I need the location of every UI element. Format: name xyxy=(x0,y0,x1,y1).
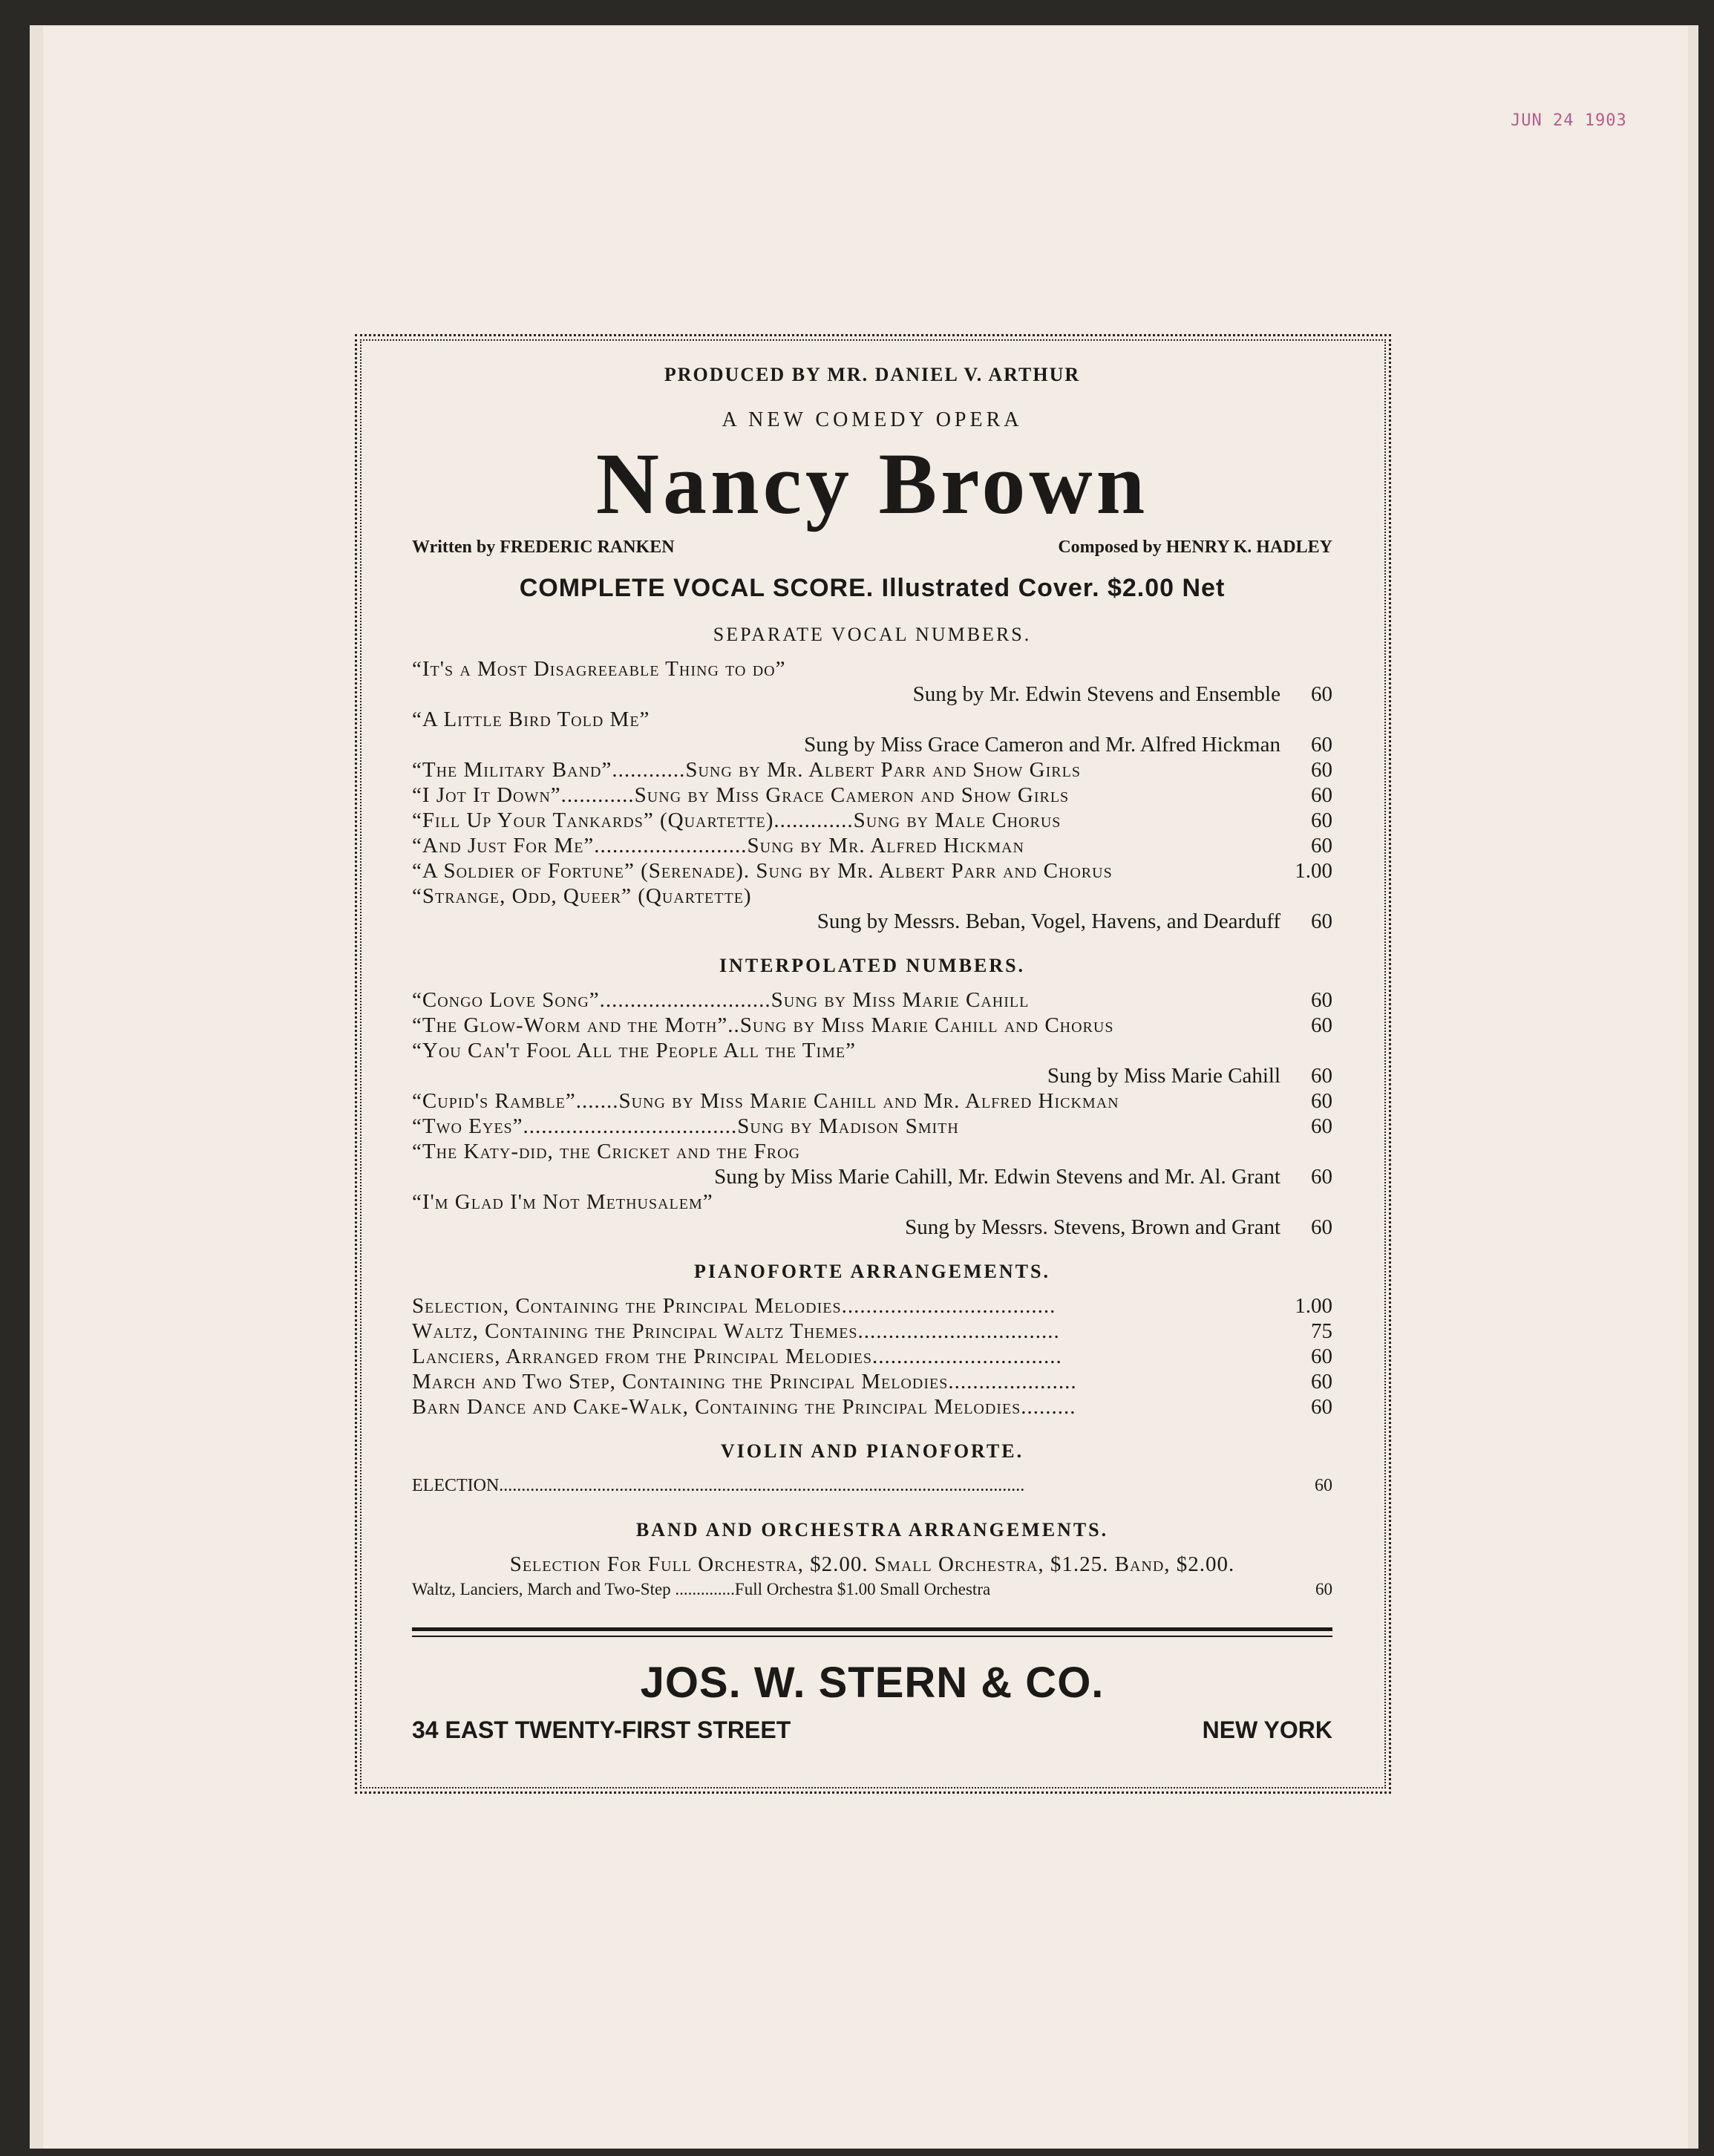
list-item: “And Just For Me”.........................Sung by Mr. Alfred Hickman 60 xyxy=(412,833,1332,858)
pianoforte-heading: PIANOFORTE ARRANGEMENTS. xyxy=(694,1260,1050,1282)
list-item: “The Glow-Worm and the Moth”..Sung by Miss Marie Cahill and Chorus 60 xyxy=(412,1013,1332,1037)
date-stamp: JUN 24 1903 xyxy=(1511,111,1627,130)
publisher-name: JOS. W. STERN & CO. xyxy=(640,1658,1105,1707)
list-item: Selection, Containing the Principal Melodies................................... 1.00 xyxy=(412,1293,1332,1318)
list-item: “The Military Band”............Sung by Mr. Albert Parr and Show Girls 60 xyxy=(412,757,1332,782)
list-item: Sung by Miss Marie Cahill, Mr. Edwin Stevens and Mr. Al. Grant 60 xyxy=(714,1164,1332,1189)
list-item: “Cupid's Ramble”.......Sung by Miss Marie Cahill and Mr. Alfred Hickman 60 xyxy=(412,1088,1332,1113)
list-item: Sung by Miss Marie Cahill 60 xyxy=(1047,1063,1332,1088)
list-item: March and Two Step, Containing the Principal Melodies..................... 60 xyxy=(412,1369,1332,1394)
list-item: “I Jot It Down”............Sung by Miss Grace Cameron and Show Girls 60 xyxy=(412,783,1332,807)
list-item: Sung by Mr. Edwin Stevens and Ensemble 60 xyxy=(912,682,1332,706)
publisher-address xyxy=(412,1716,1332,1744)
separate-heading: SEPARATE VOCAL NUMBERS. xyxy=(713,623,1032,645)
advertisement-content xyxy=(412,364,1332,1744)
city: NEW YORK xyxy=(1202,1716,1332,1743)
list-item: “Fill Up Your Tankards” (Quartette).............Sung by Male Chorus 60 xyxy=(412,808,1332,832)
pianoforte-list xyxy=(412,1293,1332,1420)
page-title: Nancy Brown xyxy=(595,435,1149,532)
interpolated-list xyxy=(412,987,1332,1240)
list-item: Waltz, Lanciers, March and Two-Step ..............Full Orchestra $1.00 Small Orchestra 60 xyxy=(412,1579,1332,1598)
score-line: COMPLETE VOCAL SCORE. Illustrated Cover. $2.00 Net xyxy=(519,573,1226,602)
divider xyxy=(412,1627,1332,1637)
list-item: “A Soldier of Fortune” (Serenade). Sung by Mr. Albert Parr and Chorus 1.00 xyxy=(412,858,1332,883)
list-item: “Two Eyes”...................................Sung by Madison Smith 60 xyxy=(412,1114,1332,1138)
subtitle: A NEW COMEDY OPERA xyxy=(722,408,1023,431)
list-item: Sung by Messrs. Beban, Vogel, Havens, and Dearduff 60 xyxy=(817,909,1332,933)
band-selection-line: Selection For Full Orchestra, $2.00. Small Orchestra, $1.25. Band, $2.00. xyxy=(509,1552,1235,1576)
written-by: Written by FREDERIC RANKEN xyxy=(412,537,675,557)
separate-list xyxy=(412,656,1332,934)
list-item-title: “A Little Bird Told Me” xyxy=(412,707,650,731)
list-item-title: “It's a Most Disagreeable Thing to do” xyxy=(412,656,786,681)
violin-heading: VIOLIN AND PIANOFORTE. xyxy=(720,1440,1024,1462)
list-item: Barn Dance and Cake-Walk, Containing the Principal Melodies......... 60 xyxy=(412,1394,1332,1419)
list-item-title: “The Katy-did, the Cricket and the Frog xyxy=(412,1139,801,1163)
list-item-title: “I'm Glad I'm Not Methusalem” xyxy=(412,1189,713,1214)
list-item: “Congo Love Song”............................Sung by Miss Marie Cahill 60 xyxy=(412,987,1332,1012)
list-item: ELECTION...................................................................................................................... 60 xyxy=(412,1475,1332,1495)
composed-by: Composed by HENRY K. HADLEY xyxy=(1058,537,1332,557)
list-item: Waltz, Containing the Principal Waltz Themes................................. 75 xyxy=(412,1319,1332,1343)
list-item: Sung by Miss Grace Cameron and Mr. Alfred Hickman 60 xyxy=(804,732,1332,757)
producer-line: PRODUCED BY MR. DANIEL V. ARTHUR xyxy=(664,364,1081,385)
street-address: 34 EAST TWENTY-FIRST STREET xyxy=(412,1716,791,1743)
list-item-title: “Strange, Odd, Queer” (Quartette) xyxy=(412,883,752,908)
band-heading: BAND AND ORCHESTRA ARRANGEMENTS. xyxy=(635,1518,1109,1541)
interpolated-heading: INTERPOLATED NUMBERS. xyxy=(719,954,1026,976)
list-item: Lanciers, Arranged from the Principal Melodies............................... 60 xyxy=(412,1344,1332,1368)
list-item-title: “You Can't Fool All the People All the Time” xyxy=(412,1038,856,1062)
credits xyxy=(412,538,1332,558)
list-item: Sung by Messrs. Stevens, Brown and Grant 60 xyxy=(905,1215,1332,1239)
